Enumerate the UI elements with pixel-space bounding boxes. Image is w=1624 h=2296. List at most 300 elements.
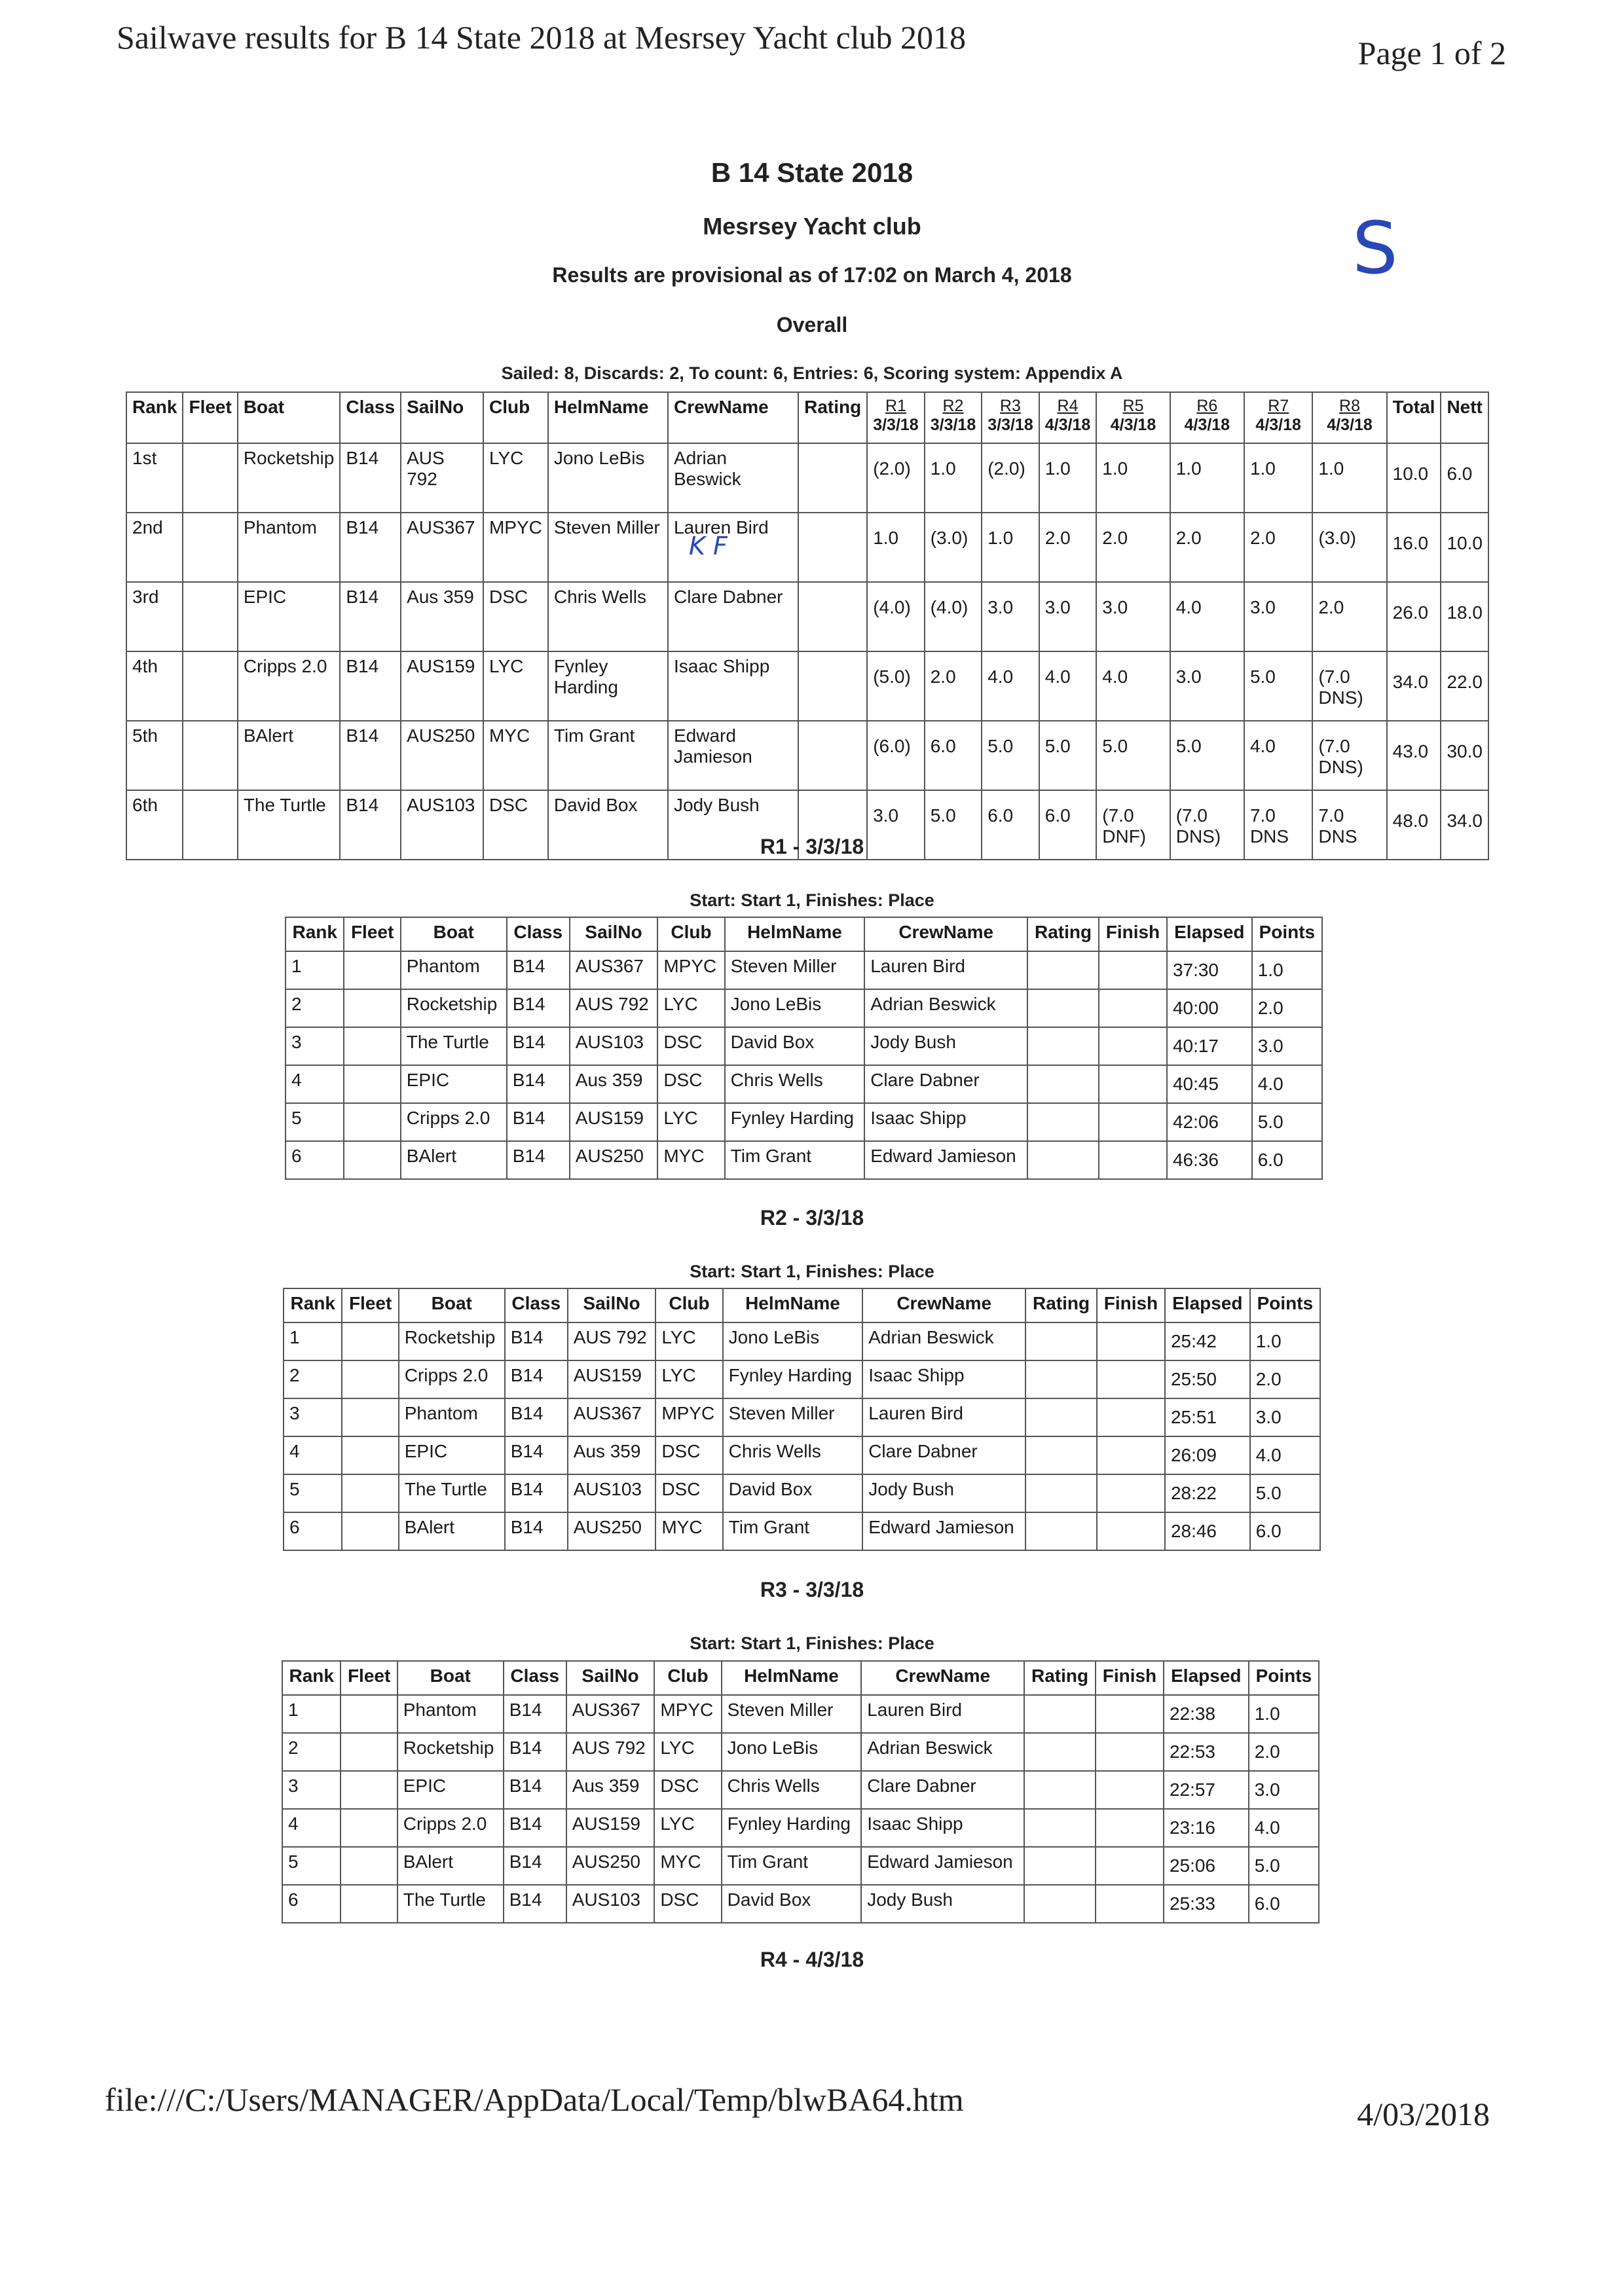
- cell-sailno: AUS367: [401, 513, 483, 582]
- cell-fleet: [183, 721, 237, 790]
- cell-rating: [798, 443, 867, 513]
- cell-total: 43.0: [1387, 721, 1441, 790]
- cell-club: MYC: [483, 721, 548, 790]
- race-score: (6.0): [867, 721, 925, 790]
- cell-boat: Cripps 2.0: [401, 1103, 507, 1141]
- race-score: 4.0: [982, 651, 1039, 721]
- cell-club: LYC: [657, 1103, 724, 1141]
- print-footer-path[interactable]: file:///C:/Users/MANAGER/AppData/Local/Temp/blwBA64.htm: [105, 2081, 964, 2118]
- race-score: 1.0: [1170, 443, 1244, 513]
- cell-fleet: [342, 1398, 398, 1436]
- race-score: (7.0 DNS): [1170, 790, 1244, 860]
- column-header: Club: [654, 1661, 721, 1695]
- column-header: Club: [483, 392, 548, 443]
- cell-club: MPYC: [657, 951, 724, 989]
- cell-sailno: AUS367: [566, 1695, 655, 1733]
- cell-rating: [1027, 1065, 1099, 1103]
- cell-crew: Jody Bush: [668, 790, 798, 860]
- table-row: [286, 1065, 1322, 1103]
- cell-rating: [1025, 1512, 1097, 1550]
- cell-helm: Jono LeBis: [548, 443, 668, 513]
- cell-club: MYC: [654, 1847, 721, 1885]
- cell-boat: Phantom: [399, 1398, 505, 1436]
- cell-rank: 6: [284, 1512, 342, 1550]
- cell-sailno: Aus 359: [570, 1065, 658, 1103]
- race-subtitle: Start: Start 1, Finishes: Place: [690, 1262, 934, 1281]
- race-score: 5.0: [1039, 721, 1097, 790]
- cell-crew: Isaac Shipp: [668, 651, 798, 721]
- race-column-header: [1244, 392, 1312, 443]
- cell-points: 5.0: [1252, 1103, 1322, 1141]
- cell-club: LYC: [655, 1360, 722, 1398]
- overall-header-row: [126, 392, 1488, 443]
- cell-crew: Lauren Bird: [861, 1695, 1024, 1733]
- cell-boat: EPIC: [238, 582, 341, 651]
- cell-club: DSC: [654, 1771, 721, 1809]
- race-score: 2.0: [925, 651, 982, 721]
- table-row: [286, 1027, 1322, 1065]
- cell-sailno: AUS103: [566, 1885, 655, 1923]
- race-score: (2.0): [867, 443, 925, 513]
- table-row: [284, 1512, 1320, 1550]
- cell-rank: 5: [282, 1847, 341, 1885]
- cell-nett: 30.0: [1441, 721, 1488, 790]
- cell-sailno: AUS250: [568, 1512, 656, 1550]
- cell-fleet: [183, 513, 237, 582]
- race-results-table: [285, 917, 1323, 1180]
- section-title: Overall: [776, 313, 848, 337]
- table-row: [284, 1436, 1320, 1474]
- print-header-page: Page 1 of 2: [1357, 35, 1506, 71]
- cell-crew: Isaac Shipp: [864, 1103, 1027, 1141]
- cell-crew: Clare Dabner: [862, 1436, 1025, 1474]
- race-link[interactable]: R4: [1057, 397, 1079, 415]
- cell-points: 3.0: [1249, 1771, 1319, 1809]
- race-score: 1.0: [1039, 443, 1097, 513]
- cell-sailno: AUS159: [401, 651, 483, 721]
- table-row: [282, 1809, 1319, 1847]
- cell-sailno: AUS367: [568, 1398, 656, 1436]
- cell-boat: Cripps 2.0: [399, 1360, 505, 1398]
- cell-club: DSC: [483, 582, 548, 651]
- cell-boat: Cripps 2.0: [238, 651, 341, 721]
- cell-helm: Steven Miller: [725, 951, 865, 989]
- cell-elapsed: 25:06: [1164, 1847, 1249, 1885]
- cell-points: 1.0: [1249, 1695, 1319, 1733]
- cell-points: 5.0: [1250, 1474, 1320, 1512]
- column-header: HelmName: [723, 1288, 863, 1322]
- race-header-row: [282, 1661, 1319, 1695]
- cell-rating: [798, 513, 867, 582]
- race-score: 2.0: [1096, 513, 1170, 582]
- cell-rank: 1: [284, 1322, 342, 1360]
- cell-fleet: [183, 651, 237, 721]
- cell-rank: 4: [284, 1436, 342, 1474]
- cell-fleet: [341, 1847, 397, 1885]
- column-header: Finish: [1096, 1661, 1164, 1695]
- cell-helm: Tim Grant: [725, 1141, 865, 1179]
- race-link[interactable]: R2: [942, 397, 964, 415]
- cell-rank: 6th: [126, 790, 183, 860]
- cell-fleet: [344, 1027, 400, 1065]
- cell-class: B14: [504, 1771, 566, 1809]
- race-score: 3.0: [1170, 651, 1244, 721]
- cell-rating: [1025, 1398, 1097, 1436]
- race-column-header: [1039, 392, 1097, 443]
- race-score: 5.0: [1244, 651, 1312, 721]
- cell-club: MYC: [655, 1512, 722, 1550]
- race-date: 4/3/18: [1255, 416, 1301, 434]
- race-score: (4.0): [925, 582, 982, 651]
- cell-sailno: AUS250: [401, 721, 483, 790]
- cell-elapsed: 22:53: [1164, 1733, 1249, 1771]
- cell-class: B14: [340, 582, 401, 651]
- print-header-title: Sailwave results for B 14 State 2018 at Mesrsey Yacht club 2018: [117, 19, 967, 56]
- cell-boat: Rocketship: [401, 989, 507, 1027]
- race-score: 1.0: [1096, 443, 1170, 513]
- cell-club: LYC: [483, 443, 548, 513]
- cell-rating: [1027, 1103, 1099, 1141]
- cell-helm: Chris Wells: [725, 1065, 865, 1103]
- cell-fleet: [342, 1512, 398, 1550]
- cell-class: B14: [340, 513, 401, 582]
- cell-class: B14: [505, 1322, 568, 1360]
- cell-sailno: AUS 792: [401, 443, 483, 513]
- cell-fleet: [183, 582, 237, 651]
- cell-helm: Chris Wells: [722, 1771, 862, 1809]
- cell-class: B14: [340, 651, 401, 721]
- cell-finish: [1099, 989, 1167, 1027]
- cell-boat: EPIC: [397, 1771, 504, 1809]
- race-table-body: [284, 1322, 1320, 1550]
- cell-class: B14: [507, 1141, 570, 1179]
- column-header: Boat: [238, 392, 341, 443]
- cell-rating: [1027, 989, 1099, 1027]
- cell-boat: BAlert: [399, 1512, 505, 1550]
- race-score: 3.0: [1096, 582, 1170, 651]
- overall-results-table: [126, 392, 1489, 860]
- table-row: [282, 1885, 1319, 1923]
- cell-class: B14: [504, 1809, 566, 1847]
- race-column-header: [1096, 392, 1170, 443]
- cell-points: 6.0: [1249, 1885, 1319, 1923]
- cell-fleet: [341, 1885, 397, 1923]
- cell-crew: Isaac Shipp: [862, 1360, 1025, 1398]
- cell-class: B14: [507, 1027, 570, 1065]
- cell-total: 34.0: [1387, 651, 1441, 721]
- column-header: SailNo: [570, 917, 658, 951]
- cell-sailno: Aus 359: [568, 1436, 656, 1474]
- table-row: [286, 989, 1322, 1027]
- cell-rank: 1st: [126, 443, 183, 513]
- column-header: Boat: [401, 917, 507, 951]
- cell-helm: David Box: [723, 1474, 863, 1512]
- cell-helm: Fynley Harding: [723, 1360, 863, 1398]
- table-row: [126, 721, 1488, 790]
- cell-helm: David Box: [722, 1885, 862, 1923]
- cell-rank: 3: [286, 1027, 344, 1065]
- cell-fleet: [341, 1809, 397, 1847]
- cell-class: B14: [340, 443, 401, 513]
- race-score: 6.0: [982, 790, 1039, 860]
- cell-boat: Phantom: [401, 951, 507, 989]
- race-subtitle: Start: Start 1, Finishes: Place: [690, 890, 934, 910]
- race-table-body: [282, 1695, 1319, 1923]
- column-header: Elapsed: [1165, 1288, 1250, 1322]
- race-score: 1.0: [982, 513, 1039, 582]
- column-header: CrewName: [864, 917, 1027, 951]
- race-score: 3.0: [867, 790, 925, 860]
- cell-crew: Isaac Shipp: [861, 1809, 1024, 1847]
- column-header: Rating: [1024, 1661, 1096, 1695]
- cell-class: B14: [340, 790, 401, 860]
- cell-club: MPYC: [483, 513, 548, 582]
- column-header: Club: [655, 1288, 722, 1322]
- cell-fleet: [344, 1103, 400, 1141]
- race-score: 2.0: [1170, 513, 1244, 582]
- race-table-head: [282, 1661, 1319, 1695]
- cell-fleet: [344, 989, 400, 1027]
- cell-rating: [1025, 1436, 1097, 1474]
- cell-helm: Tim Grant: [548, 721, 668, 790]
- race-score: (3.0): [1312, 513, 1386, 582]
- table-row: [282, 1733, 1319, 1771]
- race-score: 6.0: [925, 721, 982, 790]
- column-header: CrewName: [668, 392, 798, 443]
- race-header-row: [286, 917, 1322, 951]
- cell-boat: Rocketship: [397, 1733, 504, 1771]
- cell-boat: The Turtle: [238, 790, 341, 860]
- provisional-note: Results are provisional as of 17:02 on March 4, 2018: [552, 263, 1072, 287]
- cell-boat: Cripps 2.0: [397, 1809, 504, 1847]
- race-score: 4.0: [1170, 582, 1244, 651]
- cell-points: 1.0: [1250, 1322, 1320, 1360]
- cell-helm: Fynley Harding: [722, 1809, 862, 1847]
- cell-rating: [1024, 1733, 1096, 1771]
- cell-elapsed: 28:46: [1165, 1512, 1250, 1550]
- cell-finish: [1099, 1027, 1167, 1065]
- race-column-header: [982, 392, 1039, 443]
- cell-club: DSC: [655, 1474, 722, 1512]
- cell-rank: 6: [286, 1141, 344, 1179]
- cell-rank: 2nd: [126, 513, 183, 582]
- race-score: (2.0): [982, 443, 1039, 513]
- cell-helm: Tim Grant: [722, 1847, 862, 1885]
- cell-total: 16.0: [1387, 513, 1441, 582]
- cell-boat: Phantom: [397, 1695, 504, 1733]
- cell-boat: EPIC: [401, 1065, 507, 1103]
- cell-crew: Clare Dabner: [861, 1771, 1024, 1809]
- cell-club: MPYC: [654, 1695, 721, 1733]
- cell-finish: [1097, 1360, 1165, 1398]
- race-link[interactable]: R5: [1122, 397, 1144, 415]
- cell-helm: David Box: [548, 790, 668, 860]
- cell-class: B14: [340, 721, 401, 790]
- column-header: Fleet: [183, 392, 237, 443]
- cell-sailno: AUS250: [570, 1141, 658, 1179]
- cell-fleet: [344, 1065, 400, 1103]
- column-header: Total: [1387, 392, 1441, 443]
- table-row: [284, 1322, 1320, 1360]
- cell-class: B14: [507, 1103, 570, 1141]
- cell-fleet: [342, 1360, 398, 1398]
- cell-crew: Jody Bush: [864, 1027, 1027, 1065]
- cell-boat: BAlert: [238, 721, 341, 790]
- column-header: Points: [1250, 1288, 1320, 1322]
- cell-finish: [1099, 1141, 1167, 1179]
- cell-club: DSC: [655, 1436, 722, 1474]
- cell-rank: 2: [284, 1360, 342, 1398]
- cell-total: 26.0: [1387, 582, 1441, 651]
- column-header: SailNo: [401, 392, 483, 443]
- cell-points: 2.0: [1252, 989, 1322, 1027]
- race-link[interactable]: R3: [1000, 397, 1021, 415]
- cell-crew: Jody Bush: [861, 1885, 1024, 1923]
- cell-crew: Clare Dabner: [668, 582, 798, 651]
- cell-sailno: AUS 792: [566, 1733, 655, 1771]
- cell-rank: 3: [282, 1771, 341, 1809]
- column-header: Fleet: [344, 917, 400, 951]
- cell-rating: [1024, 1809, 1096, 1847]
- handwritten-margin-mark: S: [1352, 206, 1398, 290]
- cell-class: B14: [504, 1733, 566, 1771]
- cell-rating: [798, 651, 867, 721]
- cell-elapsed: 46:36: [1167, 1141, 1252, 1179]
- series-summary: Sailed: 8, Discards: 2, To count: 6, Entries: 6, Scoring system: Appendix A: [501, 363, 1123, 383]
- cell-crew: Adrian Beswick: [862, 1322, 1025, 1360]
- column-header: Rank: [282, 1661, 341, 1695]
- table-row: [284, 1360, 1320, 1398]
- cell-club: LYC: [655, 1322, 722, 1360]
- race-score: (4.0): [867, 582, 925, 651]
- column-header: Class: [507, 917, 570, 951]
- cell-crew: Edward Jamieson: [668, 721, 798, 790]
- cell-finish: [1096, 1847, 1164, 1885]
- cell-rating: [1025, 1474, 1097, 1512]
- race-date: 4/3/18: [1044, 416, 1091, 434]
- cell-points: 5.0: [1249, 1847, 1319, 1885]
- cell-club: DSC: [654, 1885, 721, 1923]
- cell-rating: [1027, 1027, 1099, 1065]
- race-score: 5.0: [925, 790, 982, 860]
- cell-crew: Jody Bush: [862, 1474, 1025, 1512]
- race-score: 4.0: [1244, 721, 1312, 790]
- column-header: CrewName: [862, 1288, 1025, 1322]
- cell-sailno: AUS 792: [568, 1322, 656, 1360]
- table-row: [282, 1847, 1319, 1885]
- table-row: [284, 1398, 1320, 1436]
- cell-boat: Rocketship: [238, 443, 341, 513]
- race-table-head: [286, 917, 1322, 951]
- cell-rating: [1024, 1885, 1096, 1923]
- cell-rating: [1024, 1695, 1096, 1733]
- cell-fleet: [341, 1695, 397, 1733]
- column-header: Finish: [1099, 917, 1167, 951]
- column-header: Fleet: [342, 1288, 398, 1322]
- race-link[interactable]: R7: [1268, 397, 1289, 415]
- cell-points: 6.0: [1250, 1512, 1320, 1550]
- cell-finish: [1096, 1733, 1164, 1771]
- cell-elapsed: 22:38: [1164, 1695, 1249, 1733]
- cell-finish: [1099, 951, 1167, 989]
- race-score: (3.0): [925, 513, 982, 582]
- cell-class: B14: [504, 1885, 566, 1923]
- cell-nett: 6.0: [1441, 443, 1488, 513]
- cell-helm: Jono LeBis: [725, 989, 865, 1027]
- column-header: Rank: [126, 392, 183, 443]
- cell-rank: 4: [282, 1809, 341, 1847]
- cell-helm: Steven Miller: [722, 1695, 862, 1733]
- table-row: [282, 1695, 1319, 1733]
- column-header: Rating: [798, 392, 867, 443]
- column-header: Finish: [1097, 1288, 1165, 1322]
- cell-rating: [1027, 1141, 1099, 1179]
- race-link[interactable]: R1: [885, 397, 906, 415]
- race-link[interactable]: R6: [1196, 397, 1218, 415]
- table-row: [126, 582, 1488, 651]
- table-row: [126, 513, 1488, 582]
- cell-sailno: Aus 359: [566, 1771, 655, 1809]
- race-date: 4/3/18: [1327, 416, 1373, 434]
- race-link[interactable]: R8: [1339, 397, 1360, 415]
- cell-fleet: [342, 1322, 398, 1360]
- cell-helm: David Box: [725, 1027, 865, 1065]
- cell-elapsed: 28:22: [1165, 1474, 1250, 1512]
- race-date: 3/3/18: [930, 416, 976, 434]
- race-score: 1.0: [867, 513, 925, 582]
- cell-finish: [1097, 1436, 1165, 1474]
- column-header: Fleet: [341, 1661, 397, 1695]
- event-venue: Mesrsey Yacht club: [703, 213, 921, 240]
- cell-elapsed: 26:09: [1165, 1436, 1250, 1474]
- column-header: HelmName: [722, 1661, 862, 1695]
- cell-boat: Rocketship: [399, 1322, 505, 1360]
- race-table-body: [286, 951, 1322, 1179]
- column-header: Club: [657, 917, 724, 951]
- cell-finish: [1099, 1103, 1167, 1141]
- race-title: R2 - 3/3/18: [760, 1206, 864, 1230]
- cell-boat: BAlert: [401, 1141, 507, 1179]
- cell-helm: Chris Wells: [548, 582, 668, 651]
- race-column-header: [867, 392, 925, 443]
- column-header: Class: [340, 392, 401, 443]
- cell-rank: 3rd: [126, 582, 183, 651]
- cell-elapsed: 25:51: [1165, 1398, 1250, 1436]
- race-results-table: [283, 1288, 1321, 1551]
- cell-rank: 3: [284, 1398, 342, 1436]
- cell-class: B14: [507, 989, 570, 1027]
- print-footer-date: 4/03/2018: [1357, 2096, 1490, 2132]
- cell-sailno: AUS159: [570, 1103, 658, 1141]
- column-header: Rank: [286, 917, 344, 951]
- cell-rank: 6: [282, 1885, 341, 1923]
- cell-nett: 10.0: [1441, 513, 1488, 582]
- cell-total: 48.0: [1387, 790, 1441, 860]
- cell-points: 4.0: [1252, 1065, 1322, 1103]
- table-row: [286, 1103, 1322, 1141]
- cell-boat: The Turtle: [397, 1885, 504, 1923]
- handwritten-note: K F: [689, 532, 728, 560]
- cell-fleet: [344, 1141, 400, 1179]
- cell-sailno: AUS159: [566, 1809, 655, 1847]
- cell-rank: 2: [282, 1733, 341, 1771]
- cell-finish: [1097, 1474, 1165, 1512]
- cell-boat: EPIC: [399, 1436, 505, 1474]
- cell-total: 10.0: [1387, 443, 1441, 513]
- race-date: 4/3/18: [1184, 416, 1230, 434]
- column-header: Class: [504, 1661, 566, 1695]
- cell-helm: Tim Grant: [723, 1512, 863, 1550]
